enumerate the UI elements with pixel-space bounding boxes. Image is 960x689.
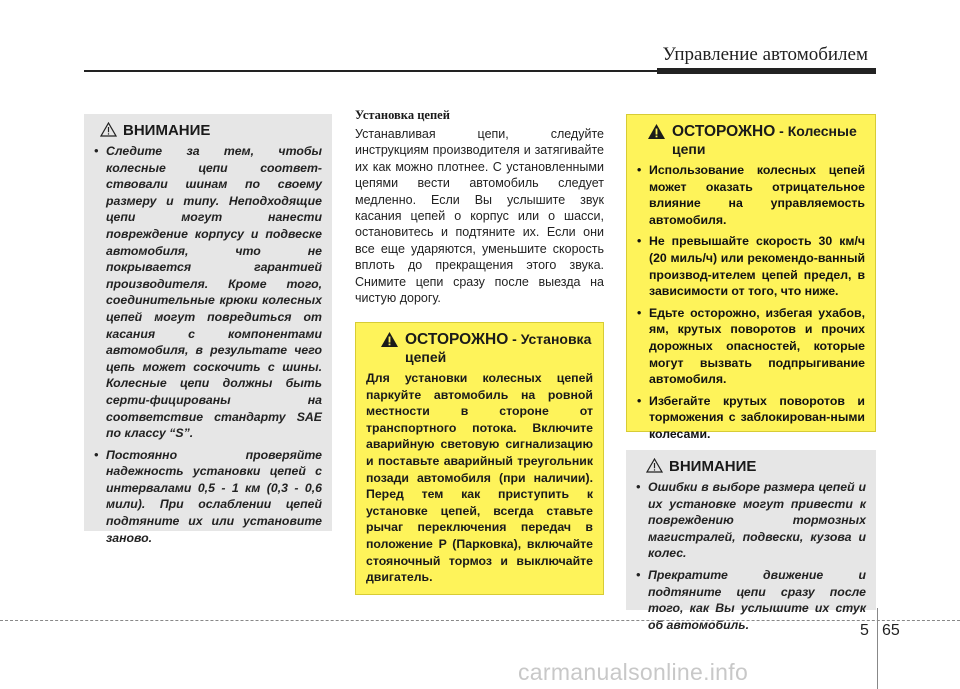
chapter-number: 5 <box>860 622 869 639</box>
warning-title-text <box>405 331 593 366</box>
caution-title-text: ВНИМАНИЕ <box>123 122 211 139</box>
caution-triangle-icon <box>646 458 663 473</box>
page-number: 65 <box>882 622 900 639</box>
warning-title-text <box>672 123 865 158</box>
warning-triangle-icon <box>380 331 399 348</box>
chain-installation-section <box>355 108 604 306</box>
warning-box-installation <box>355 322 604 595</box>
caution-list <box>94 143 322 546</box>
list-item: • Следите за тем, чтобы колесные цепи соответ-ствовали шинам по своему размеру и типу. Неподходящие цепи могут нанести повреждение корпусу и подвеске автомобиля, что не покрывается гарантией производителя. Кроме того, соединительные крюки колесных цепей могут повредиться от касания с компонентами автомобиля, в результате чего цепь может соскочить с шины. Колесные цепи должны быть серти-фицированы на соответствие стандарту SAE по классу “S”. <box>94 143 322 442</box>
warning-title-rest: - Установка цепей <box>405 331 592 365</box>
header-rule-accent <box>657 68 876 74</box>
footer-divider <box>877 608 878 689</box>
list-item: • Использование колесных цепей может оказать отрицательное влияние на управляемость автомобиля. <box>637 162 865 228</box>
caution-list <box>636 479 866 633</box>
footer-rule <box>0 620 960 621</box>
warning-box-chains <box>626 114 876 441</box>
warning-text: Для установки колесных цепей паркуйте автомобиль на ровной местности в стороне от транспортного потока. Включите аварийную световую сигнализацию и поставьте аварийный треугольник позади автомобиля (при наличии). Перед тем как приступить к установке цепей, всегда ставьте рычаг переключения передач в положение P (Парковка), включайте стояночный тормоз и выключайте двигатель. <box>366 371 593 585</box>
warning-title-main: ОСТОРОЖНО <box>405 331 509 348</box>
caution-title <box>94 122 322 139</box>
warning-title <box>637 123 865 158</box>
list-item: • Постоянно проверяйте надежность установки цепей с интервалами 0,5 - 1 км (0,3 - 0,6 мили). При ослаблении цепей подтяните их или установите заново. <box>94 447 322 547</box>
section-heading: Установка цепей <box>355 108 450 122</box>
list-item: • Едьте осторожно, избегая ухабов, ям, крутых поворотов и прочих дорожных опасностей, которые могут вызвать подпрыгивание автомобиля. <box>637 305 865 388</box>
caution-title <box>636 458 866 475</box>
list-item: • Избегайте крутых поворотов и торможения с заблокирован-ными колесами. <box>637 393 865 443</box>
caution-triangle-icon <box>100 122 117 137</box>
list-item: • Прекратите движение и подтяните цепи сразу после того, как Вы услышите их стук об автомобиль. <box>636 567 866 633</box>
warning-title-main: ОСТОРОЖНО <box>672 123 776 140</box>
warning-title-rest: - Колесные цепи <box>672 123 857 157</box>
section-body: Устанавливая цепи, следуйте инструкциям производителя и затягивайте их как можно плотнее. С установленными цепями вести автомобиль следует медленно. Если Вы услышите звук касания цепей о корпус или о шасси, остановитесь и подтяните их. Если они все еще ударяются, уменьшите скорость вплоть до прекращения этого звука. Снимите цепи сразу после выезда на чистую дорогу. <box>355 127 604 306</box>
section-title: Управление автомобилем <box>662 44 868 65</box>
warning-triangle-icon <box>647 123 666 140</box>
caution-box-left <box>84 114 332 545</box>
watermark: carmanualsonline.info <box>518 659 749 685</box>
warning-title <box>366 331 593 366</box>
caution-box-right <box>626 450 876 632</box>
warning-list <box>637 162 865 443</box>
list-item: • Ошибки в выборе размера цепей и их установке могут привести к повреждению тормозных магистралей, подвески, кузова и колес. <box>636 479 866 562</box>
list-item: • Не превышайте скорость 30 км/ч (20 миль/ч) или рекомендо-ванный производ-ителем цепей предел, в зависимости от того, что ниже. <box>637 233 865 299</box>
caution-title-text: ВНИМАНИЕ <box>669 458 757 475</box>
